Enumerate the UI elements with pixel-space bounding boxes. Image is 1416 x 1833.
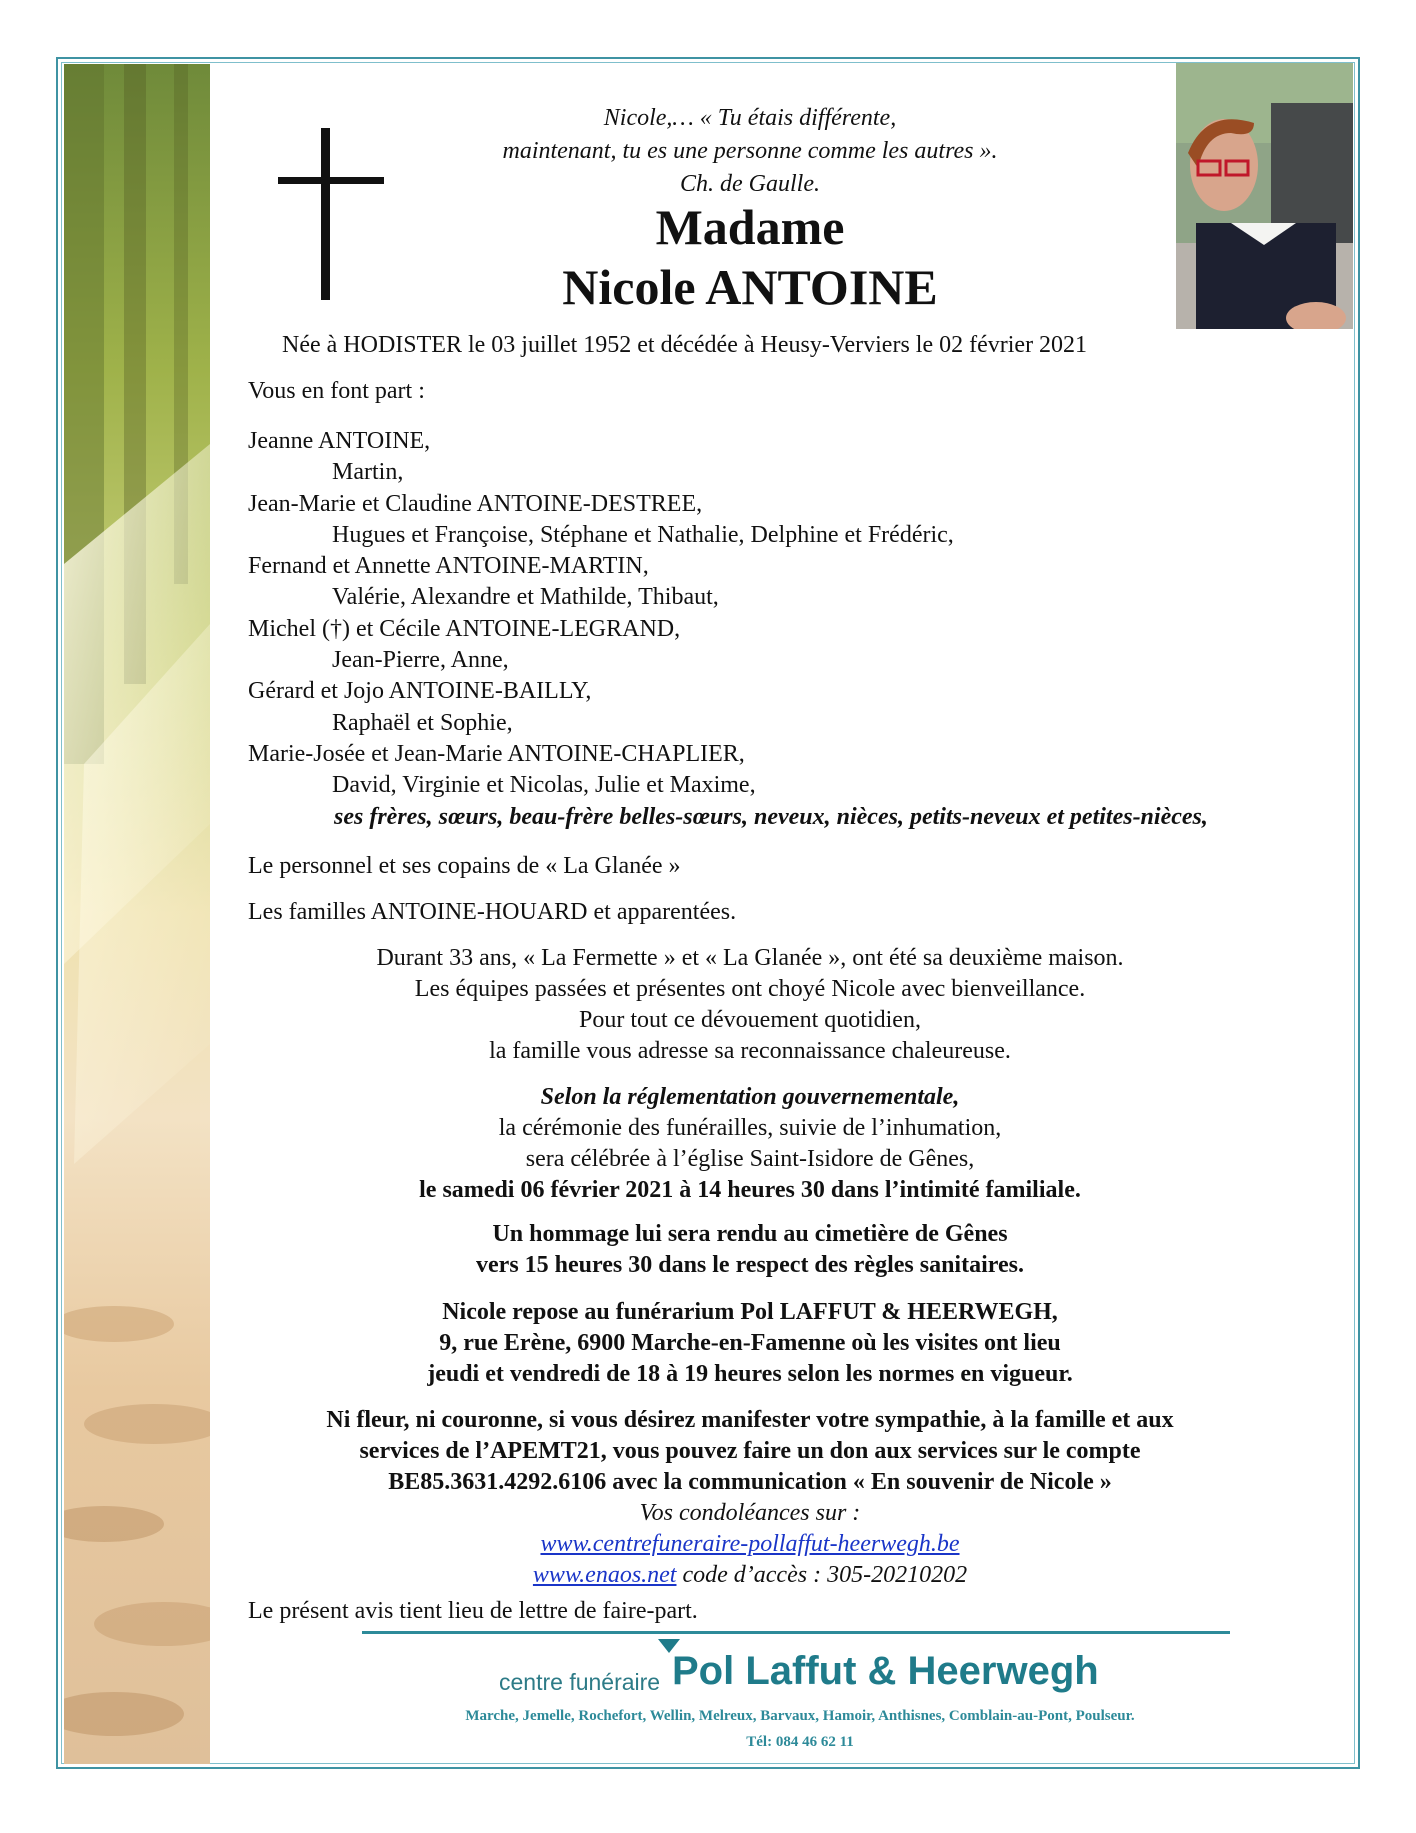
access-code: code d’accès : 305-20210202 [676, 1562, 968, 1588]
homage-line: Un hommage lui sera rendu au cimetière de Gênes [492, 1221, 1008, 1247]
family-line: Valérie, Alexandre et Mathilde, Thibaut, [332, 584, 719, 611]
funeral-home-line: Nicole repose au funérarium Pol LAFFUT & HEERWEGH, [442, 1299, 1058, 1325]
donation-line: services de l’APEMT21, vous pouvez faire un don aux services sur le compte [359, 1438, 1141, 1464]
logo-rule [362, 1631, 1230, 1634]
quote-line: Nicole,… « Tu étais différente, [603, 105, 897, 131]
quote-author: Ch. de Gaulle. [680, 171, 820, 197]
enaos-link[interactable]: www.enaos.net [532, 1562, 677, 1588]
homage-block [260, 1219, 1240, 1281]
logo-brand: Pol Laffut & Heerwegh [672, 1649, 1099, 1693]
condolences-block [260, 1498, 1240, 1591]
family-line: David, Virginie et Nicolas, Julie et Maxime, [332, 772, 756, 799]
family-line: Michel (†) et Cécile ANTOINE-LEGRAND, [248, 615, 681, 642]
page-title: Madame [655, 199, 845, 255]
family-line: Jean-Pierre, Anne, [332, 647, 509, 674]
birth-death-line: Née à HODISTER le 03 juillet 1952 et décédée à Heusy-Verviers le 02 février 2021 [282, 332, 1088, 358]
homage-line: vers 15 heures 30 dans le respect des règles sanitaires. [476, 1252, 1024, 1278]
family-line: Martin, [332, 459, 404, 486]
logo-phone: Tél: 084 46 62 11 [746, 1734, 854, 1750]
donation-line: Ni fleur, ni couronne, si vous désirez manifester votre sympathie, à la famille et aux [326, 1407, 1174, 1433]
thanks-paragraph [260, 943, 1240, 1067]
staff-line: Le personnel et ses copains de « La Glanée » [248, 853, 681, 879]
ceremony-line: la cérémonie des funérailles, suivie de l’inhumation, [498, 1115, 1002, 1141]
thanks-line: Pour tout ce dévouement quotidien, [579, 1007, 921, 1033]
family-line: Gérard et Jojo ANTOINE-BAILLY, [248, 678, 592, 705]
quote-line: maintenant, tu es une personne comme les autres ». [502, 138, 998, 164]
donation-line: BE85.3631.4292.6106 avec la communication « En souvenir de Nicole » [388, 1469, 1112, 1495]
family-list [248, 426, 954, 802]
thanks-line: Les équipes passées et présentes ont choyé Nicole avec bienveillance. [414, 976, 1086, 1002]
ceremony-block [260, 1082, 1240, 1206]
funeral-home-line: 9, rue Erène, 6900 Marche-en-Famenne où les visites ont lieu [439, 1330, 1061, 1356]
family-summary: ses frères, sœurs, beau-frère belles-sœurs, neveux, nièces, petits-neveux et petites-nièces, [334, 804, 1208, 830]
ceremony-line: sera célébrée à l’église Saint-Isidore de Gênes, [525, 1146, 975, 1172]
deceased-name: Nicole ANTOINE [562, 259, 938, 315]
condolences-label: Vos condoléances sur : [639, 1500, 861, 1526]
forest-path-image [64, 64, 210, 1764]
logo-small-text: centre funéraire [499, 1669, 661, 1695]
ceremony-rule: Selon la réglementation gouvernementale, [540, 1084, 960, 1110]
family-line: Hugues et Françoise, Stéphane et Nathalie, Delphine et Frédéric, [332, 521, 954, 548]
portrait-photo [1176, 63, 1353, 329]
funeral-home-line: jeudi et vendredi de 18 à 19 heures selon les normes en vigueur. [427, 1361, 1073, 1387]
family-line: Raphaël et Sophie, [332, 709, 513, 736]
donation-block [200, 1405, 1300, 1498]
family-line: Jean-Marie et Claudine ANTOINE-DESTREE, [248, 490, 703, 517]
notice-line: Le présent avis tient lieu de lettre de faire-part. [248, 1598, 698, 1624]
funeral-home-block [260, 1297, 1240, 1390]
family-line: Jeanne ANTOINE, [248, 428, 431, 454]
family-line: Fernand et Annette ANTOINE-MARTIN, [248, 553, 649, 580]
thanks-line: la famille vous adresse sa reconnaissance chaleureuse. [489, 1038, 1011, 1064]
family-line: Marie-Josée et Jean-Marie ANTOINE-CHAPLIER, [248, 740, 745, 767]
condolences-link[interactable]: www.centrefuneraire-pollaffut-heerwegh.be [540, 1531, 960, 1557]
ceremony-date: le samedi 06 février 2021 à 14 heures 30 dans l’intimité familiale. [419, 1177, 1081, 1203]
thanks-line: Durant 33 ans, « La Fermette » et « La Glanée », ont été sa deuxième maison. [376, 945, 1124, 971]
intro-line: Vous en font part : [248, 378, 425, 404]
families-line: Les familles ANTOINE-HOUARD et apparentées. [248, 899, 737, 925]
logo-towns: Marche, Jemelle, Rochefort, Wellin, Melreux, Barvaux, Hamoir, Anthisnes, Comblain-au-Pont, Poulseur. [465, 1708, 1135, 1724]
